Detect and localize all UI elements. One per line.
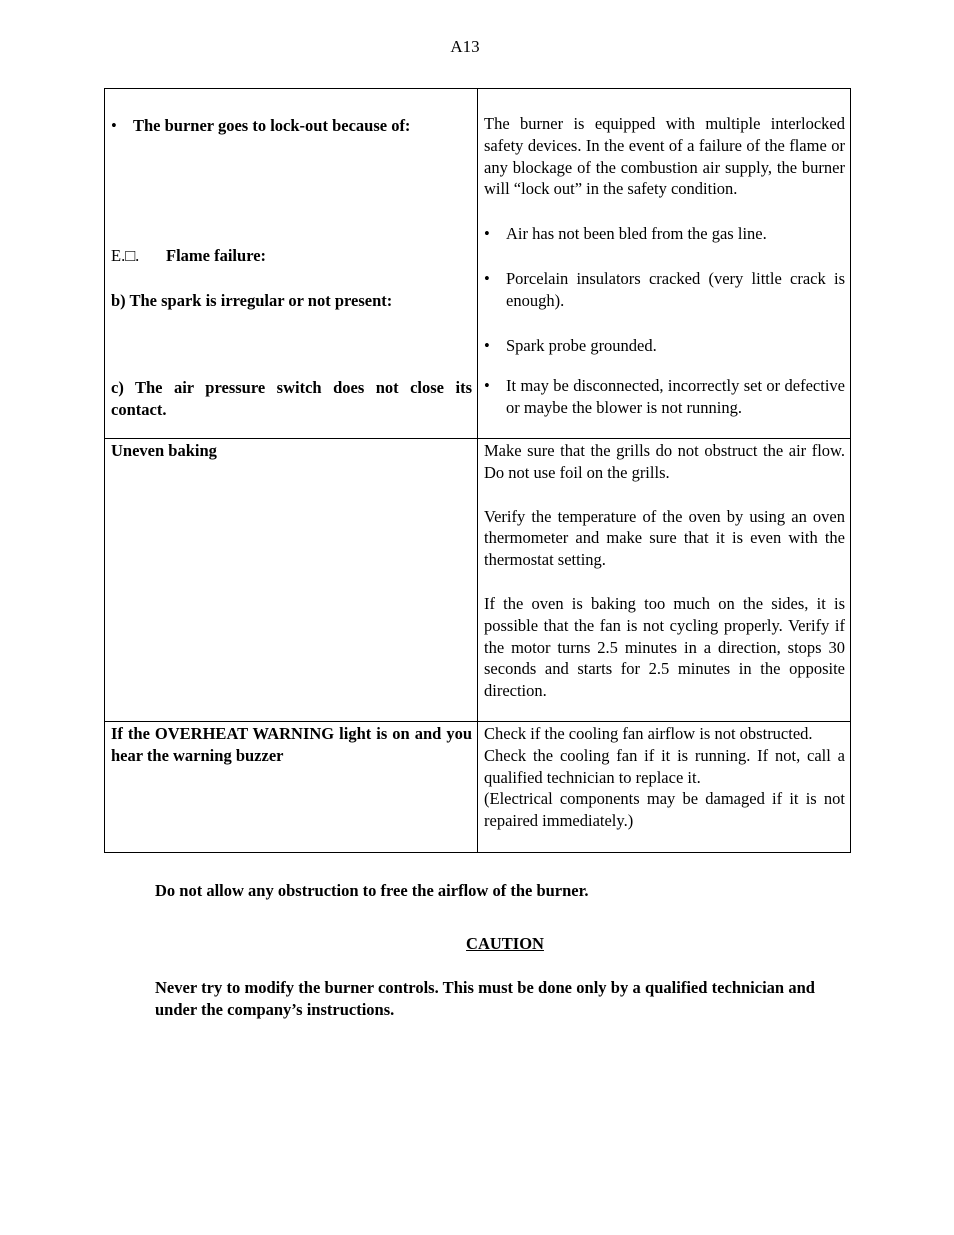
- list-item: • Spark probe grounded.: [484, 336, 657, 355]
- list-item: • Porcelain insulators cracked (very little crack is enough).: [484, 269, 845, 310]
- bullet-icon: •: [484, 376, 490, 395]
- problem-cell: [105, 89, 478, 439]
- troubleshooting-table: [104, 88, 851, 853]
- problem-cell: [105, 439, 478, 722]
- lockout-heading: • The burner goes to lock-out because of:: [111, 116, 411, 135]
- page-number: A13: [450, 37, 480, 56]
- caution-heading: CAUTION: [466, 934, 544, 953]
- solution-paragraph: Make sure that the grills do not obstruct the air flow. Do not use foil on the grills.: [484, 441, 845, 482]
- bullet-icon: •: [484, 224, 490, 243]
- list-item: • Air has not been bled from the gas line.: [484, 224, 767, 243]
- solution-cell: [478, 439, 851, 722]
- solution-paragraph: Verify the temperature of the oven by using an oven thermometer and make sure that it is even with the thermostat setting.: [484, 506, 845, 570]
- solution-paragraph: If the oven is baking too much on the sides, it is possible that the fan is not cycling properly. Verify if the motor turns 2.5 minutes in a direction, stops 30 seconds and starts for 2.5 minutes in the opposite direction.: [484, 593, 845, 701]
- table-row: [105, 722, 851, 853]
- bullet-icon: •: [484, 336, 490, 355]
- bullet-icon: •: [484, 269, 490, 288]
- airflow-note: Do not allow any obstruction to free the airflow of the burner.: [155, 881, 589, 900]
- table-row: [105, 439, 851, 722]
- spark-label: b) The spark is irregular or not present:: [111, 291, 393, 310]
- air-switch-label: c) The air pressure switch does not close its contact.: [111, 378, 472, 419]
- uneven-baking-label: Uneven baking: [111, 441, 217, 460]
- solution-line: Check if the cooling fan airflow is not obstructed.: [484, 724, 813, 743]
- table-row: [105, 89, 851, 439]
- flame-failure-label: E.□. Flame failure:: [111, 246, 267, 265]
- solution-line: (Electrical components may be damaged if it is not repaired immediately.): [484, 789, 845, 831]
- overheat-label: If the OVERHEAT WARNING light is on and you hear the warning buzzer: [111, 724, 472, 765]
- problem-cell: [105, 722, 478, 853]
- lockout-intro: The burner is equipped with multiple interlocked safety devices. In the event of a failure of the flame or any blockage of the combustion air supply, the burner will “lock out” in the safety condition.: [484, 114, 845, 199]
- caution-text: Never try to modify the burner controls. This must be done only by a qualified technician and under the company’s instructions.: [155, 978, 815, 1019]
- solution-cell: [478, 722, 851, 853]
- solution-cell: [478, 89, 851, 439]
- list-item: • It may be disconnected, incorrectly set or defective or maybe the blower is not running.: [484, 376, 845, 417]
- bullet-icon: •: [111, 116, 117, 135]
- solution-line: Check the cooling fan if it is running. If not, call a qualified technician to replace it.: [484, 745, 845, 787]
